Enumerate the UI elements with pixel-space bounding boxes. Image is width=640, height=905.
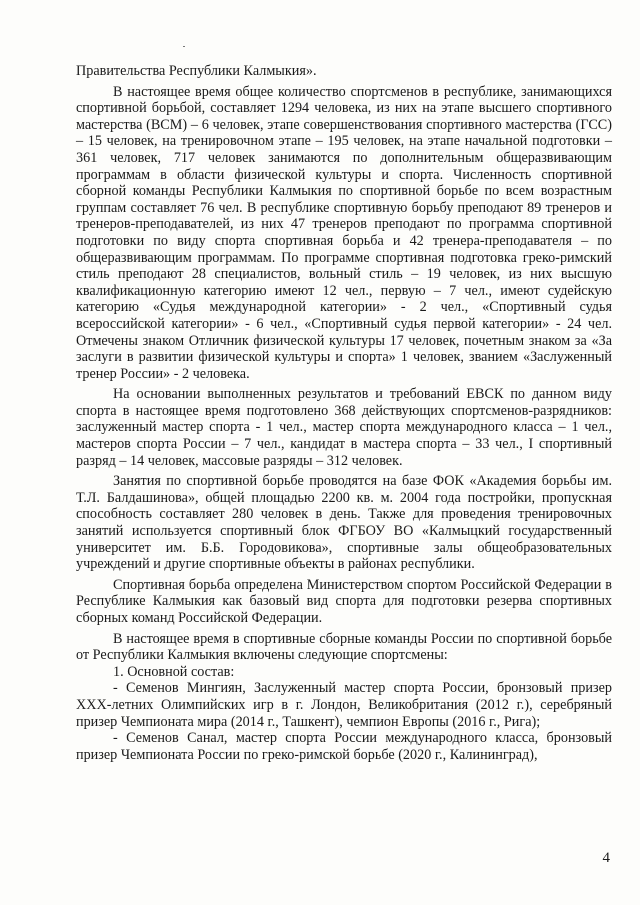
scan-speck [183,46,185,47]
paragraph-training-facilities: Занятия по спортивной борьбе проводятся на базе ФОК «Академия борьбы им. Т.Л. Балдашинова», общей площадью 2200 кв. м. 2004 года постройки, пропускная способность составляет 280 человек в день. Также для проведения тренировочных занятий используется спортивный блок ФГБОУ ВО «Калмыцкий государственный университет им. Б.Б. Городовикова», спортивные залы общеобразовательных учреждений и другие спортивные объекты в районах республики. [76,473,612,573]
paragraph-athlete-statistics: В настоящее время общее количество спортсменов в республике, занимающихся спортивной борьбой, составляет 1294 человека, из них на этапе высшего спортивного мастерства (ВСМ) – 6 человек, этапе совершенствования спортивного мастерства (ГСС) – 15 человек, на тренировочном этапе – 195 человек, на этапе начальной подготовки – 361 человек, 717 человек занимаются по дополнительным общеразвивающим программам в области физической культуры и спорта. Численность спортивной сборной команды Республики Калмыкия по спортивной борьбе по всем возрастным группам составляет 76 чел. В республике спортивную борьбу преподают 89 тренеров и тренеров-преподавателей, из них 47 тренеров преподают по программа спортивной подготовки по виду спорта спортивная борьба и 42 тренера-преподавателя – по общеразвивающим программам. По программе спортивная подготовка греко-римский стиль преподают 28 специалистов, вольный стиль – 19 человек, из них высшую квалификационную категорию имеют 12 чел., первую – 7 чел., имеют судейскую категорию «Судья международной категории» - 2 чел., «Спортивный судья всероссийской категории» - 6 чел., «Спортивный судья первой категории» - 24 чел. Отмечены знаком Отличник физической культуры 17 человек, почетным знаком за «За заслуги в развитии физической культуры и спорта» 1 человек, званием «Заслуженный тренер России» - 2 человека. [76,83,612,382]
list-item-athlete: - Семенов Санал, мастер спорта России международного класса, бронзовый призер Чемпионата России по греко-римской борьбе (2020 г., Калининград), [76,730,612,763]
paragraph-base-sport: Спортивная борьба определена Министерством спортом Российской Федерации в Республике Калмыкия как базовый вид спорта для подготовки резерва спортивных сборных команд Российской Федерации. [76,576,612,626]
page-number: 4 [602,850,610,867]
paragraph-continuation: Правительства Республики Калмыкия». [76,63,317,79]
paragraph-evsk-ranks: На основании выполненных результатов и требований ЕВСК по данном виду спорта в настоящее время подготовлено 368 действующих спортсменов-разрядников: заслуженный мастер спорта - 1 чел., мастер спорта международного класса – 1 чел., мастеров спорта России – 7 чел., кандидат в мастера спорта – 33 чел., I спортивный разряд – 14 человек, массовые разряды – 312 человек. [76,386,612,469]
paragraph-national-team-intro: В настоящее время в спортивные сборные команды России по спортивной борьбе от Республики Калмыкия включены следующие спортсмены: [76,630,612,664]
document-body [76,63,612,763]
list-heading-main-squad: 1. Основной состав: [113,663,235,680]
list-item-athlete: - Семенов Мингиян, Заслуженный мастер спорта России, бронзовый призер XXX-летних Олимпийских игр в г. Лондон, Великобритания (2012 г.), серебряный призер Чемпионата мира (2014 г., Ташкент), чемпион Европы (2016 г., Рига); [76,680,612,730]
